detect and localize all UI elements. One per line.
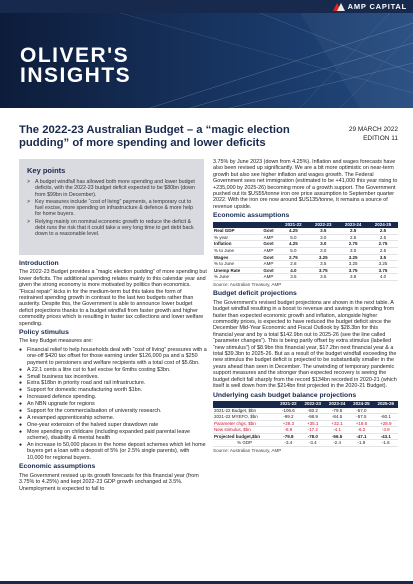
table-cell: -79.5 [325,408,349,414]
top-bar [0,0,413,13]
table-cell: 3.5 [368,254,398,261]
table-cell: 3.75 [308,267,338,274]
list-item-text: A revamped apprenticeship scheme. [27,414,115,421]
table-cell: +35.1 [301,420,325,427]
table-cell: -56.5 [325,433,349,440]
table-cell: -1.6 [374,440,398,447]
economic-assumptions-table-body [213,228,398,280]
table-cell: Wages [213,254,259,261]
table-cell: -43.1 [374,433,398,440]
table-cell: -47.1 [349,433,373,440]
amp-logo-icon [333,3,345,11]
table-row [213,427,398,434]
table-cell: Parameter chgs, $bn [213,420,276,427]
list-item [19,347,207,366]
introduction-text: The 2022-23 Budget provides a “magic election pudding” of more spending but lower deficits. The additional spending relates mainly to this calendar year and given the strong economy is more motivated by politics than economics. “Fiscal repair” kicks in for the medium-term but this takes the form of restrained spending growth in contrast to the last two budgets rather than austerity. Despite this, the Government is able to announce lower budget deficit projections thanks to a budget windfall from faster growth and higher commodity prices which is resulting in faster tax collections and lower welfare spending. [19,269,207,327]
list-item-text: Small business tax incentives. [27,373,99,380]
policy-stimulus-heading: Policy stimulus [19,329,69,337]
bullet-icon: ● [19,442,23,449]
table-cell: -4.1 [325,427,349,434]
list-item-text: Financial relief to help households deal with “cost of living” pressures with a one-off $420 tax offset for those earning under $126,000 pa and a $250 payment to pensioners and welfare recipients with a total cost of $5.6bn. [27,346,207,366]
bullet-icon: ● [19,408,23,415]
list-item [19,367,207,373]
key-points-title: Key points [27,166,66,175]
list-item [19,401,207,407]
table-cell: 2.8 [278,261,308,268]
table-cell: 3.25 [338,254,368,261]
table-cell: -57.5 [349,414,373,421]
table-header-cell: 2022-23 [308,222,338,229]
table-cell: AMP [259,274,279,281]
table-cell: Govt [259,267,279,274]
key-point-text: Key measures include “cost of living” payments, a temporary cut to fuel excise, more spending on infrastructure & defence & more help for home buyers. [35,198,194,218]
table-cell: New stimulus, $bn [213,427,276,434]
table-header-cell [213,401,276,408]
table-cell: AMP [259,234,279,241]
introduction-heading: Introduction [19,260,59,267]
table-cell: 3.0 [308,234,338,241]
table-header-cell: 2021-22 [276,401,300,408]
table-cell: 3.5 [308,274,338,281]
table-header-row [213,401,398,408]
list-item-text: Extra $18bn in priority road and rail infrastructure. [27,380,146,387]
publication-date: 29 MARCH 2022 [348,126,398,133]
table-cell: Unemp Rate [213,267,259,274]
table-cell: 3.0 [338,248,368,255]
budget-balance-table-title: Underlying cash budget balance projections [213,391,357,399]
key-point-item [27,219,197,238]
list-item [19,394,207,400]
table-cell: % to June [213,248,259,255]
table-cell: 3.25 [308,254,338,261]
table-cell: -84.5 [325,414,349,421]
table-cell: -57.0 [349,408,373,414]
list-item [19,422,207,428]
bullet-icon: ● [19,373,23,380]
table-cell: 4.25 [278,241,308,248]
list-item [19,442,207,461]
table-cell: -1.9 [349,440,373,447]
table-row [213,261,398,268]
list-item [19,380,207,386]
table-row [213,241,398,248]
table-cell: +28.3 [276,420,300,427]
table-cell: % GDP [213,440,276,447]
table-header-row [213,222,398,229]
table-cell: +32.1 [325,420,349,427]
list-item-text: A 22.1 cents a litre cut to fuel excise for 6mths costing $3bn. [27,366,171,373]
table-cell: % to June [213,261,259,268]
table-cell: -2.4 [325,440,349,447]
key-point-item [27,199,197,218]
bullet-icon: ● [19,428,23,435]
list-item [19,429,207,442]
table-cell: -3.9 [374,427,398,434]
table-row [213,234,398,241]
table-row [213,274,398,281]
budget-deficit-text: The Government's revised budget projections are shown in the next table. A budget windfall resulting in a boost to revenue and savings in spending from faster than expected economic growth and inflation, alongside higher commodity prices, is expected to have reduced the budget deficit since the December Mid-Year Economic and Fiscal Outlook by $28.3bn for this financial year and by a total $142.9bn out to 2025-26 (see the line called “parameter changes”). This is being partly offset by extra stimulus (labelled “new stimulus”) of $8.9bn this financial year, $17.2bn next financial year & a total $39.3bn to 2025-26. But as a result of the budget windfall exceeding the new stimulus the budget deficit is projected to be substantially smaller in the years ahead than seen in December. The unwinding of temporary pandemic support measures and the stronger than expected recovery is seeing the budget deficit fall sharply from the record $134bn recorded in 2020-21 (which itself is well down from the $214bn first projected in the 2020-21 Budget). [213,299,397,390]
banner-title [20,46,131,86]
policy-lead-text: The key Budget measures are: [19,338,93,345]
bullet-icon: ● [19,366,23,373]
table-header-cell [259,222,279,229]
right-column [213,159,398,456]
table-cell: % June [213,274,259,281]
edition-number: EDITION 11 [363,135,398,142]
table-row [213,414,398,421]
budget-balance-table-body [213,408,398,447]
article-headline: The 2022-23 Australian Budget – a “magic election pudding” of more spending and lower deficits [19,124,290,149]
table-cell: 2.75 [278,254,308,261]
key-points-box [19,159,204,255]
bullet-icon: ● [19,346,23,353]
budget-table-source: Source: Australian Treasury, AMP [213,448,282,454]
chevron-right-icon: > [27,179,31,185]
table-cell: 5.0 [278,248,308,255]
list-item-text: More spending on childcare (including expanded paid parental leave scheme), disability & mental health [27,428,191,442]
table-cell: 3.5 [308,228,338,234]
table-cell: 3.0 [308,241,338,248]
table-cell: 2021-22 MYEFO, $bn [213,414,276,421]
insights-banner [0,13,413,108]
list-item-text: Support for the commercialisation of university research. [27,408,162,415]
bullet-icon: ● [19,394,23,401]
key-point-text: A budget windfall has allowed both more spending and lower budget deficits, with the 2022-23 budget deficit expected to be $80bn (down from $99bn in December). [35,179,195,198]
table-cell: -3.4 [276,440,300,447]
table-row [213,440,398,447]
table-cell: -98.9 [301,414,325,421]
table-header-cell: 2024-25 [349,401,373,408]
table-cell: -17.2 [301,427,325,434]
key-point-item [27,179,197,198]
amp-capital-logo [333,1,407,12]
bullet-icon: ● [19,401,23,408]
table-cell: -78.0 [301,433,325,440]
economic-assumptions-table-title: Economic assumptions [213,212,290,220]
table-cell: +28.9 [374,420,398,427]
table-cell: 2.5 [368,228,398,234]
table-row [213,420,398,427]
table-cell: -79.8 [276,433,300,440]
logo-text: AMP CAPITAL [347,2,407,11]
economic-assumptions-text: The Government revised up its growth forecasts for this financial year (from 3.75% to 4.25%) and kept 2022-23 GDP growth unchanged at 3.5%. Unemployment is expected to fall to [19,472,199,492]
table-row [213,254,398,261]
table-cell: Govt [259,254,279,261]
policy-measures-list [19,347,207,461]
list-item [19,415,207,421]
list-item-text: Support for domestic manufacturing worth $1bn. [27,387,143,394]
chevron-right-icon: > [27,218,31,225]
table-cell: 3.5 [278,274,308,281]
date-block [349,125,398,143]
list-item [19,387,207,393]
table-cell: 3.8 [338,274,368,281]
table-row [213,267,398,274]
table-cell: -3.4 [301,440,325,447]
table-header-cell: 2021-22 [278,222,308,229]
table-cell: 3.75 [338,267,368,274]
budget-deficit-heading: Budget deficit projections [213,290,297,298]
table-cell: -80.2 [301,408,325,414]
bullet-icon: ● [19,421,23,428]
table-cell: 2.5 [338,228,368,234]
table-cell: -6.2 [349,427,373,434]
table-cell: 5.0 [278,234,308,241]
economic-assumptions-table [213,222,398,281]
table-cell: +18.6 [349,420,373,427]
table-cell: 4.0 [368,274,398,281]
economic-assumptions-text-continued: 3.75% by June 2023 (down from 4.25%). Inflation and wages forecasts have also been revised up significantly. We are a bit more optimistic on near-term growth but also see higher inflation and wages growth. The Federal Government sees net immigration (estimated to be +41,000 this year rising to +235,000 by 2025-26) becoming more of a growth support. The Government pushed out its $US55/tonne iron ore price assumption to September quarter 2022. With the iron ore now around $US135/tonne, it remains a source of revenue upside. [213,159,398,210]
table-cell: 3.75 [368,267,398,274]
table-cell: 2.5 [368,248,398,255]
table-row [213,248,398,255]
table-header-cell: 2024-25 [368,222,398,229]
left-column [19,258,207,494]
table-cell: 2.75 [338,241,368,248]
key-point-text: Relying mainly on nominal economic growth to reduce the deficit & debt runs the risk that it could take a very long time to get debt back down to a reasonable level. [35,218,194,238]
list-item-text: One-year extension of the halved super drawdown rate [27,421,159,428]
table-cell: 2.75 [368,241,398,248]
banner-title-line2: INSIGHTS [20,64,132,87]
table-cell: Projected budget,$bn [213,433,276,440]
chevron-right-icon: > [27,198,31,205]
table-cell: Inflation [213,241,259,248]
table-cell: Govt [259,228,279,234]
table-cell: AMP [259,261,279,268]
bullet-icon: ● [19,414,23,421]
table-cell: 3.25 [338,261,368,268]
table-cell: -106.6 [276,408,300,414]
table-cell: AMP [259,248,279,255]
table-cell: 2.5 [368,234,398,241]
list-item [19,408,207,414]
table-cell: -60.1 [374,414,398,421]
table-cell: 2021-22 Budget, $bn [213,408,276,414]
economic-table-source: Source: Australian Treasury, AMP [213,282,282,287]
table-cell: -8.9 [276,427,300,434]
list-item-text: Increased defence spending. [27,394,97,401]
table-header-cell: 2025-26 [374,401,398,408]
table-cell: Real GDP [213,228,259,234]
budget-balance-table [213,401,398,447]
table-cell: 3.0 [308,248,338,255]
table-cell: 4.25 [278,228,308,234]
table-cell: Govt [259,241,279,248]
economic-assumptions-heading: Economic assumptions [19,463,96,471]
table-cell: 2.5 [338,234,368,241]
bullet-icon: ● [19,387,23,394]
table-cell: -99.2 [276,414,300,421]
table-header-cell: 2023-24 [325,401,349,408]
table-cell: 3.5 [308,261,338,268]
table-header-cell [213,222,259,229]
table-cell: 4.0 [278,267,308,274]
table-header-cell: 2023-24 [338,222,368,229]
list-item [19,374,207,380]
table-row [213,433,398,440]
list-item-text: An NBN upgrade for regions [27,401,95,408]
bullet-icon: ● [19,380,23,387]
table-cell: % year [213,234,259,241]
list-item-text: An increase to 50,000 places in the home deposit schemes which let home buyers get a loan with a deposit of 5% (or 2.5% single parents), with 10,000 for regional buyers. [27,442,206,461]
table-header-cell: 2022-23 [301,401,325,408]
table-cell: 3.25 [368,261,398,268]
banner-title-line1: OLIVER'S [20,44,130,67]
